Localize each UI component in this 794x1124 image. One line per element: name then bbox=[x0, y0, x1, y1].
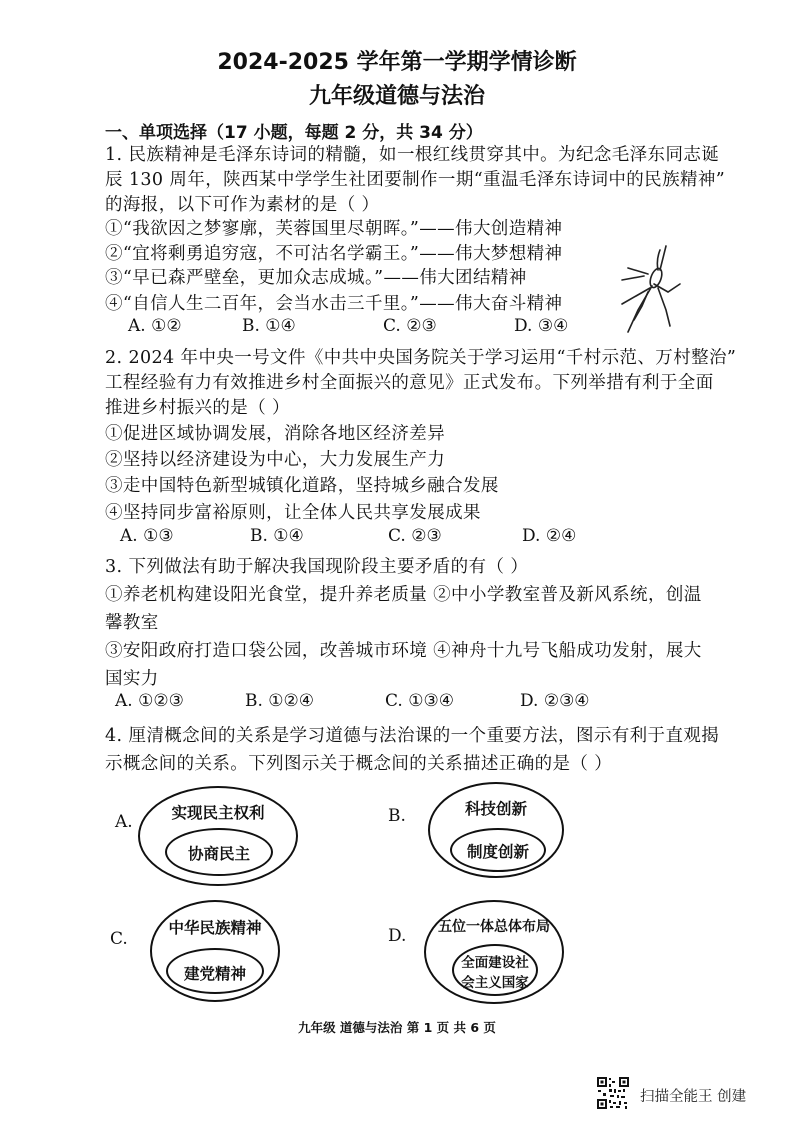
page-title: 2024-2025 学年第一学期学情诊断 bbox=[217, 50, 577, 75]
q2-choice-a: A. ①③ bbox=[120, 526, 174, 546]
q2-line: 工程经验有力有效推进乡村全面振兴的意见》正式发布。下列举措有利于全面 bbox=[105, 373, 714, 393]
q2-choice-d: D. ②④ bbox=[522, 526, 577, 546]
diagram-b-inner-label: 制度创新 bbox=[466, 843, 529, 861]
q1-option-3: ③“早已森严壁垒，更加众志成城。”——伟大团结精神 bbox=[105, 268, 527, 288]
page-subtitle: 九年级道德与法治 bbox=[308, 84, 485, 109]
q2-line: 推进乡村振兴的是（ ） bbox=[105, 398, 290, 418]
diagram-a-inner-label: 协商民主 bbox=[187, 845, 250, 863]
page-footer: 九年级 道德与法治 第 1 页 共 6 页 bbox=[298, 1020, 496, 1035]
q3-line: ①养老机构建设阳光食堂，提升养老质量 ②中小学教室普及新风系统，创温 bbox=[105, 585, 702, 605]
q4-line: 4. 厘清概念间的关系是学习道德与法治课的一个重要方法，图示有利于直观揭 bbox=[105, 726, 720, 746]
q2-line: 2. 2024 年中央一号文件《中共中央国务院关于学习运用“千村示范、万村整治” bbox=[105, 348, 737, 368]
watermark-text: 扫描全能王 创建 bbox=[640, 1089, 747, 1105]
q1-line: 的海报，以下可作为素材的是（ ） bbox=[105, 195, 380, 215]
q1-choice-c: C. ②③ bbox=[383, 316, 437, 336]
q2-option-3: ③走中国特色新型城镇化道路，坚持城乡融合发展 bbox=[105, 476, 499, 496]
q3-choice-d: D. ②③④ bbox=[520, 691, 590, 711]
q1-line: 辰 130 周年，陕西某中学学生社团要制作一期“重温毛泽东诗词中的民族精神” bbox=[105, 170, 726, 190]
q1-option-4: ④“自信人生二百年，会当水击三千里。”——伟大奋斗精神 bbox=[105, 294, 563, 314]
diagram-d-inner-label-2: 会主义国家 bbox=[461, 975, 529, 991]
diagram-c-outer-label: 中华民族精神 bbox=[168, 919, 262, 937]
q2-choice-b: B. ①④ bbox=[250, 526, 304, 546]
q2-choice-c: C. ②③ bbox=[388, 526, 442, 546]
q1-option-1: ①“我欲因之梦寥廓，芙蓉国里尽朝晖。”——伟大创造精神 bbox=[105, 219, 563, 239]
diagram-b-outer-label: 科技创新 bbox=[464, 800, 527, 818]
diagram-d-letter: D. bbox=[388, 926, 407, 946]
q3-choice-a: A. ①②③ bbox=[115, 691, 184, 711]
diagram-d-outer-label: 五位一体总体布局 bbox=[438, 919, 550, 935]
doodle-sketch bbox=[608, 240, 688, 340]
q1-option-2: ②“宜将剩勇追穷寇，不可沽名学霸王。”——伟大梦想精神 bbox=[105, 244, 563, 264]
q1-choice-b: B. ①④ bbox=[242, 316, 296, 336]
q3-line: 3. 下列做法有助于解决我国现阶段主要矛盾的有（ ） bbox=[105, 557, 529, 577]
diagram-d-inner-label-1: 全面建设社 bbox=[461, 955, 529, 971]
q4-line: 示概念间的关系。下列图示关于概念间的关系描述正确的是（ ） bbox=[105, 754, 613, 774]
section-heading: 一、单项选择（17 小题，每题 2 分，共 34 分） bbox=[105, 123, 483, 143]
q3-choice-c: C. ①③④ bbox=[385, 691, 454, 711]
q3-line: 馨教室 bbox=[105, 613, 159, 633]
q2-option-1: ①促进区域协调发展，消除各地区经济差异 bbox=[105, 424, 446, 444]
diagram-a-outer-label: 实现民主权利 bbox=[171, 804, 265, 822]
q3-line: ③安阳政府打造口袋公园，改善城市环境 ④神舟十九号飞船成功发射，展大 bbox=[105, 641, 702, 661]
diagram-c-inner-label: 建党精神 bbox=[183, 965, 246, 983]
q3-line: 国实力 bbox=[105, 669, 159, 689]
q1-line: 1. 民族精神是毛泽东诗词的精髓，如一根红线贯穿其中。为纪念毛泽东同志诞 bbox=[105, 145, 720, 165]
diagram-c-letter: C. bbox=[110, 929, 128, 949]
q1-choice-d: D. ③④ bbox=[514, 316, 569, 336]
q1-choice-a: A. ①② bbox=[128, 316, 182, 336]
q3-choice-b: B. ①②④ bbox=[245, 691, 315, 711]
q2-option-2: ②坚持以经济建设为中心，大力发展生产力 bbox=[105, 450, 446, 470]
qr-code-icon bbox=[596, 1076, 630, 1110]
diagram-b-letter: B. bbox=[388, 806, 406, 826]
diagram-a-letter: A. bbox=[115, 812, 133, 832]
q2-option-4: ④坚持同步富裕原则，让全体人民共享发展成果 bbox=[105, 503, 481, 523]
